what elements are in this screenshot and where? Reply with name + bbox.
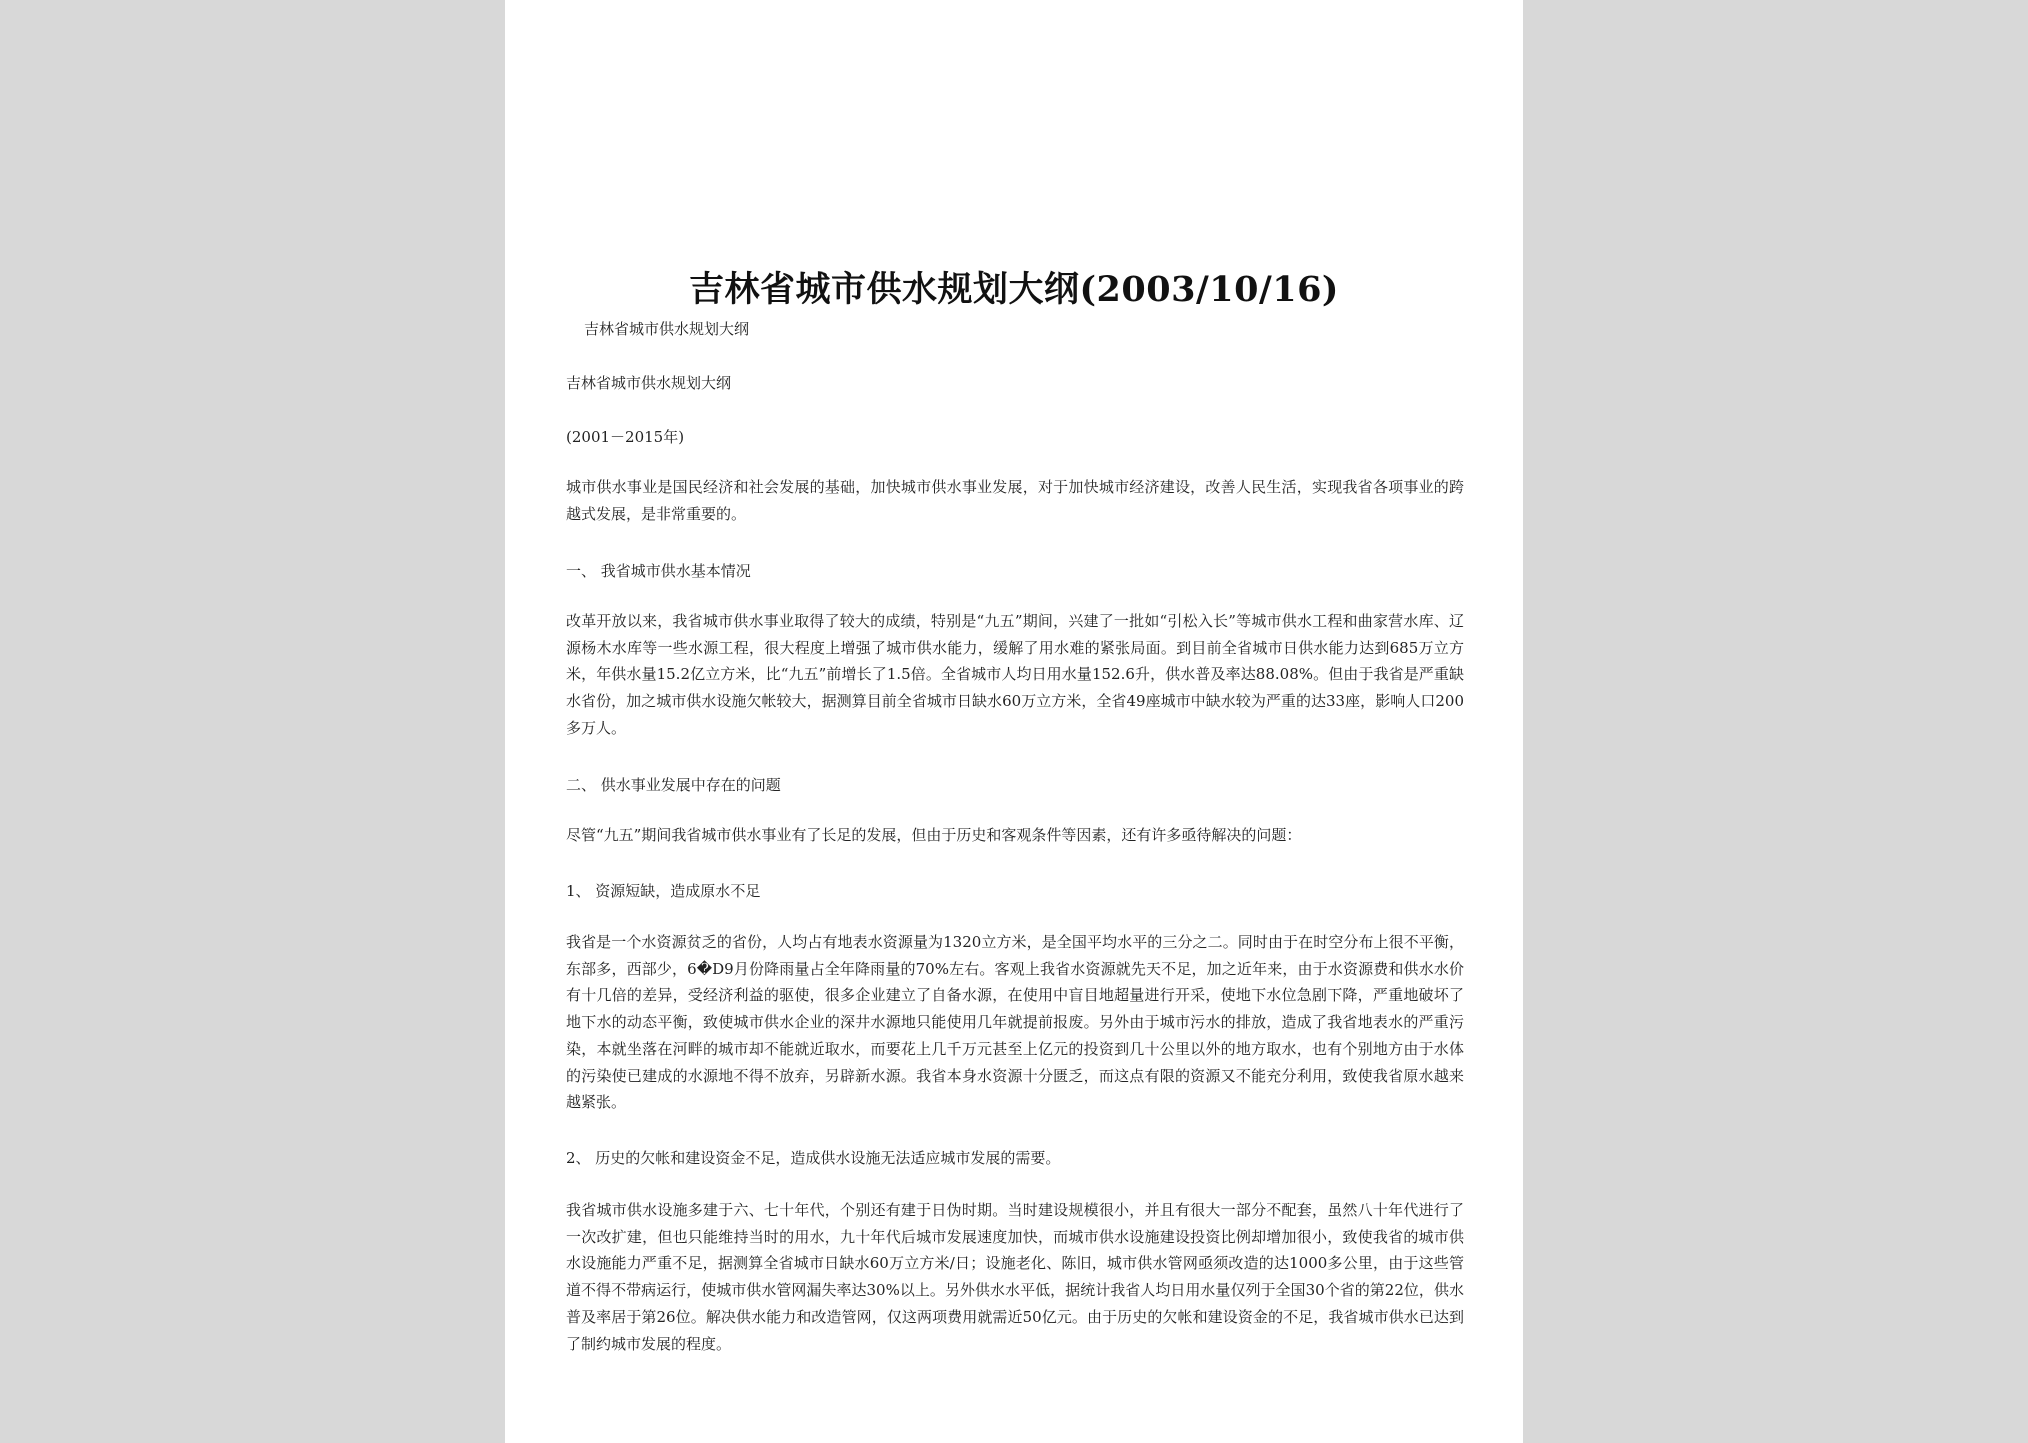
intro-paragraph: 城市供水事业是国民经济和社会发展的基础，加快城市供水事业发展，对于加快城市经济建设，改善人民生活，实现我省各项事业的跨越式发展，是非常重要的。 [566, 478, 1464, 523]
document-title: 吉林省城市供水规划大纲(2003/10/16) [688, 269, 1339, 310]
document-period: (2001－2015年) [566, 428, 685, 446]
document-subtitle: 吉林省城市供水规划大纲 [584, 320, 750, 338]
item1-paragraph: 我省是一个水资源贫乏的省份，人均占有地表水资源量为1320立方米，是全国平均水平的三分之二。同时由于在时空分布上很不平衡，东部多，西部少，6�D9月份降雨量占全年降雨量的70%左右。客观上我省水资源就先天不足，加之近年来，由于水资源费和供水水价有十几倍的差异，受经济利益的驱使，很多企业建立了自备水源，在使用中盲目地超量进行开采，使地下水位急剧下降，严重地破坏了地下水的动态平衡，致使城市供水企业的深井水源地只能使用几年就提前报废。另外由于城市污水的排放，造成了我省地表水的严重污染，本就坐落在河畔的城市却不能就近取水，而要花上几千万元甚至上亿元的投资到几十公里以外的地方取水，也有个别地方由于水体的污染使已建成的水源地不得不放弃，另辟新水源。我省本身水资源十分匮乏，而这点有限的资源又不能充分利用，致使我省原水越来越紧张。 [566, 933, 1464, 1112]
section1-heading: 一、 我省城市供水基本情况 [566, 562, 751, 580]
document-heading: 吉林省城市供水规划大纲 [566, 374, 732, 392]
item2-paragraph: 我省城市供水设施多建于六、七十年代，个别还有建于日伪时期。当时建设规模很小，并且有很大一部分不配套，虽然八十年代进行了一次改扩建，但也只能维持当时的用水，九十年代后城市发展速度加快，而城市供水设施建设投资比例却增加很小，致使我省的城市供水设施能力严重不足，据测算全省城市日缺水60万立方米/日；设施老化、陈旧，城市供水管网亟须改造的达1000多公里，由于这些管道不得不带病运行，使城市供水管网漏失率达30%以上。另外供水水平低，据统计我省人均日用水量仅列于全国30个省的第22位，供水普及率居于第26位。解决供水能力和改造管网，仅这两项费用就需近50亿元。由于历史的欠帐和建设资金的不足，我省城市供水已达到了制约城市发展的程度。 [566, 1201, 1464, 1353]
section2-heading: 二、 供水事业发展中存在的问题 [566, 776, 781, 794]
item2-heading: 2、 历史的欠帐和建设资金不足，造成供水设施无法适应城市发展的需要。 [566, 1149, 1061, 1167]
section2-intro-paragraph: 尽管“九五”期间我省城市供水事业有了长足的发展，但由于历史和客观条件等因素，还有许多亟待解决的问题： [566, 826, 1302, 844]
document-page [505, 0, 1523, 1443]
section1-paragraph: 改革开放以来，我省城市供水事业取得了较大的成绩，特别是“九五”期间，兴建了一批如“引松入长”等城市供水工程和曲家营水库、辽源杨木水库等一些水源工程，很大程度上增强了城市供水能力，缓解了用水难的紧张局面。到目前全省城市日供水能力达到685万立方米，年供水量15.2亿立方米，比“九五”前增长了1.5倍。全省城市人均日用水量152.6升，供水普及率达88.08%。但由于我省是严重缺水省份，加之城市供水设施欠帐较大，据测算目前全省城市日缺水60万立方米，全省49座城市中缺水较为严重的达33座，影响人口200多万人。 [566, 612, 1464, 737]
item1-heading: 1、 资源短缺，造成原水不足 [566, 882, 761, 900]
